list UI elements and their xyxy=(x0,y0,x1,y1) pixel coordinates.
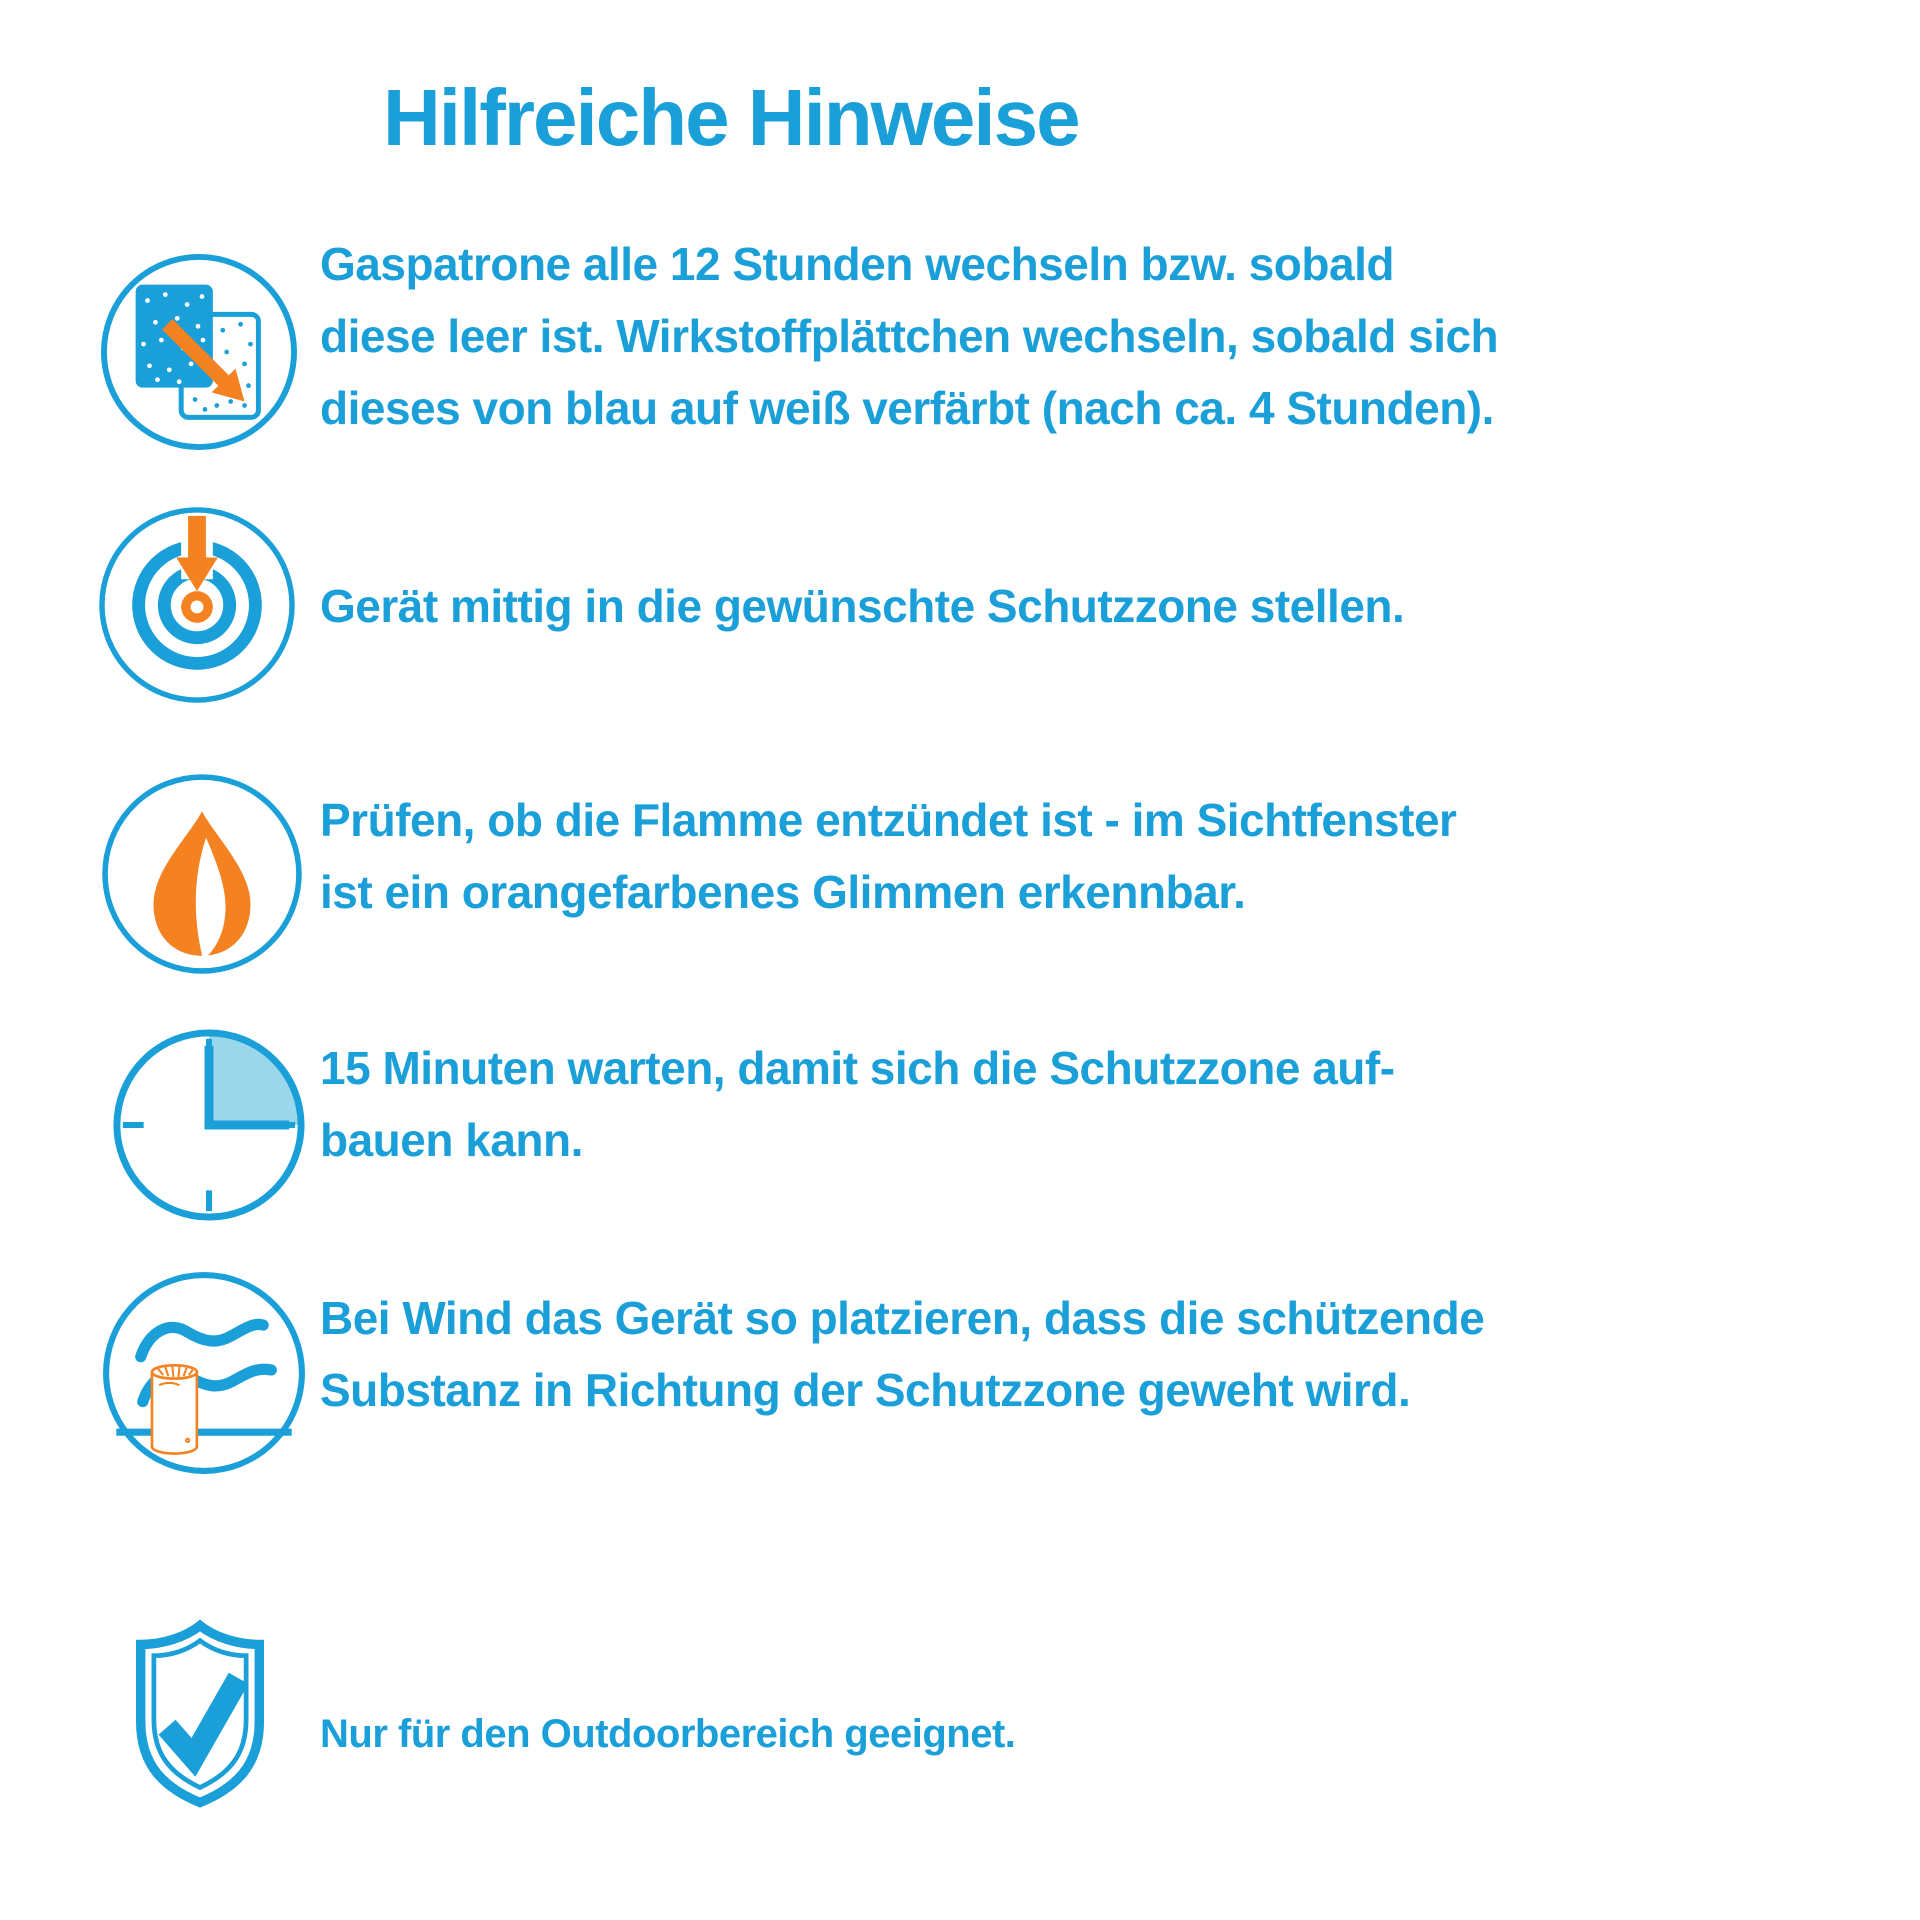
shield-check-icon xyxy=(120,1616,280,1814)
flame-icon xyxy=(101,773,303,975)
wind-device-icon xyxy=(102,1271,306,1475)
hint-text-wind: Bei Wind das Gerät so platzieren, dass die schützende Substanz in Richtung der Schutzzone geweht wird. xyxy=(320,1292,1485,1416)
clock-quarter-icon xyxy=(110,1026,308,1224)
target-placement-icon xyxy=(98,506,296,704)
page-title: Hilfreiche Hinweise xyxy=(383,73,1079,162)
hint-text-wait: 15 Minuten warten, damit sich die Schutzzone auf- bauen kann. xyxy=(320,1042,1395,1166)
cartridge-swap-icon xyxy=(100,253,298,451)
hint-text-flame: Prüfen, ob die Flamme entzündet ist - im Sichtfenster ist ein orangefarbenes Glimmen erkennbar. xyxy=(320,794,1457,918)
footer-text: Nur für den Outdoorbereich geeignet. xyxy=(320,1712,1016,1756)
hint-text-placement: Gerät mittig in die gewünschte Schutzzone stellen. xyxy=(320,580,1405,632)
hint-text-cartridge: Gaspatrone alle 12 Stunden wechseln bzw. sobald diese leer ist. Wirkstoffplättchen wechseln, sobald sich dieses von blau auf weiß verfärbt (nach ca. 4 Stunden). xyxy=(320,238,1499,434)
